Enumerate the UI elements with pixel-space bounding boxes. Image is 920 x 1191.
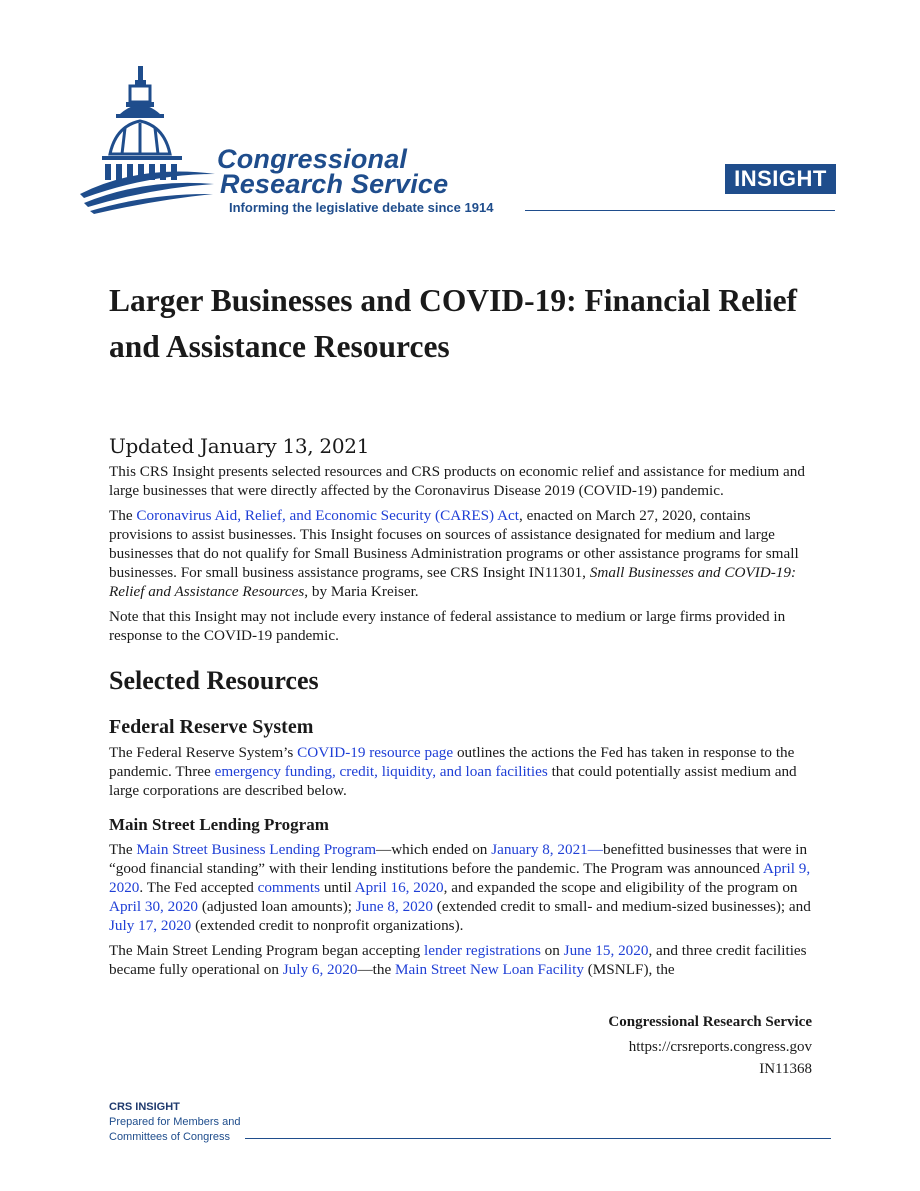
text-run: (extended credit to nonprofit organizations). [191,917,464,934]
org-name-line2: Research Service [220,169,449,199]
text-run: that could potentially assist medium and large corporations are described below. [109,763,797,799]
jul-17-2020-link[interactable]: July 17, 2020 [109,917,192,934]
org-name-line1: Congressional [217,144,408,174]
insight-badge: INSIGHT [725,164,836,194]
comments-link[interactable]: comments [257,879,321,896]
new-loan-facility-link[interactable]: Main Street New Loan Facility [394,961,584,978]
capitol-dome-logo [80,66,220,216]
text-run: , enacted on March 27, 2020, contains provisions to assist businesses. This Insight focuses on sources of assistance designated for medium and large businesses that do not qualify for Small Business Administration programs or other assistance programs for small businesses. For small business assistance programs, see CRS Insight IN11301, [109,507,799,581]
footer-org-name: Congressional Research Service [608,1014,812,1030]
jan-8-2021-link[interactable]: January 8, 2021— [491,841,603,858]
text-run: (MSNLF), the [583,961,675,978]
document-body [109,278,814,979]
cares-act-link[interactable]: Coronavirus Aid, Relief, and Economic Security (CARES) Act [136,507,520,524]
footer-label-block [109,1100,240,1145]
text-run: The Federal Reserve System’s [109,744,298,761]
subsection-heading-main-street: Main Street Lending Program [109,815,329,834]
intro-paragraph-2 [109,506,814,601]
main-street-program-link[interactable]: Main Street Business Lending Program [136,841,377,858]
text-run: The [109,841,137,858]
text-run: outlines the actions the Fed has taken in response to the pandemic. Three [109,744,795,780]
header-divider [525,210,835,211]
text-run: (extended credit to small- and medium-sized businesses); and [432,898,811,915]
document-title: Larger Businesses and COVID-19: Financial Relief and Assistance Resources [109,283,798,364]
footer-label: CRS INSIGHT [109,1101,180,1113]
text-run: until [320,879,355,896]
section-heading-selected-resources: Selected Resources [109,666,319,695]
updated-date: Updated January 13, 2021 [109,434,370,458]
apr-16-2020-link[interactable]: April 16, 2020 [354,879,444,896]
text-run: on [540,942,564,959]
main-street-paragraph-1 [109,840,814,935]
lender-registrations-link[interactable]: lender registrations [424,942,541,959]
footer-divider [245,1138,831,1139]
footer-citation [608,1013,812,1078]
text-run: —which ended on [376,841,492,858]
intro-paragraph-1: This CRS Insight presents selected resources and CRS products on economic relief and assistance for medium and large businesses that were directly affected by the Coronavirus Disease 2019 (COVID-19) pandemic. [109,463,805,499]
jul-6-2020-link[interactable]: July 6, 2020 [282,961,358,978]
jun-15-2020-link[interactable]: June 15, 2020 [563,942,649,959]
footer-report-id: IN11368 [759,1061,812,1077]
covid-resource-page-link[interactable]: COVID-19 resource page [297,744,454,761]
org-tagline: Informing the legislative debate since 1914 [229,200,494,215]
text-run: . The Fed accepted [139,879,258,896]
footer-committees-line: Committees of Congress [109,1131,231,1143]
subsection-heading-federal-reserve: Federal Reserve System [109,716,314,738]
apr-9-2020-link[interactable]: April 9, 2020 [109,860,811,896]
jun-8-2020-link[interactable]: June 8, 2020 [355,898,433,915]
intro-paragraph-3: Note that this Insight may not include every instance of federal assistance to medium or large firms provided in response to the COVID-19 pandemic. [109,608,786,644]
main-street-paragraph-2 [109,941,814,979]
apr-30-2020-link[interactable]: April 30, 2020 [109,898,199,915]
cited-report-title: Small Businesses and COVID-19: Relief and Assistance Resources [109,564,797,600]
text-run: , and three credit facilities became fully operational on [109,942,807,978]
text-run: (adjusted loan amounts); [198,898,356,915]
text-run: , by Maria Kreiser. [304,583,419,600]
emergency-facilities-link[interactable]: emergency funding, credit, liquidity, and loan facilities [214,763,548,780]
footer-prepared-line: Prepared for Members and [109,1116,241,1128]
text-run: The [109,507,137,524]
text-run: The Main Street Lending Program began accepting [109,942,425,959]
text-run: , and expanded the scope and eligibility of the program on [443,879,798,896]
text-run: —the [357,961,395,978]
footer-url[interactable]: https://crsreports.congress.gov [628,1039,812,1055]
text-run: benefitted businesses that were in “good financial standing” with their lending institutions before the pandemic. The Program was announced [109,841,808,877]
fed-paragraph [109,743,814,800]
